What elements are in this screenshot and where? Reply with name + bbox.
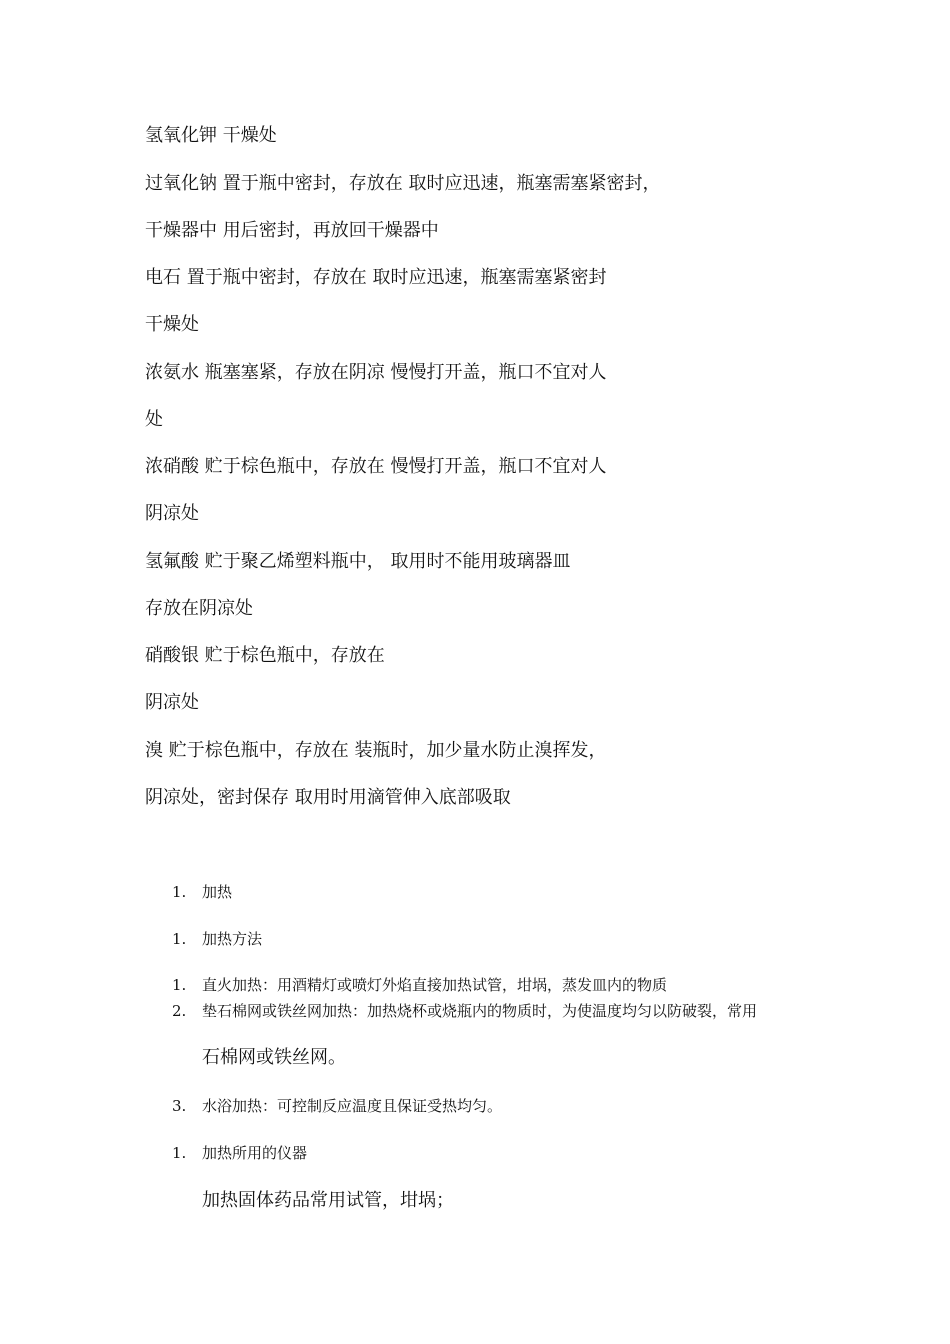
heading-heating-methods <box>172 929 262 949</box>
storage-line: 干燥处 <box>145 314 199 335</box>
storage-line: 浓硝酸 贮于棕色瓶中，存放在 慢慢打开盖，瓶口不宜对人 <box>145 456 607 477</box>
storage-line: 溴 贮于棕色瓶中，存放在 装瓶时，加少量水防止溴挥发， <box>145 740 607 761</box>
storage-line: 电石 置于瓶中密封，存放在 取时应迅速，瓶塞需塞紧密封 <box>145 267 607 288</box>
storage-line: 干燥器中 用后密封，再放回干燥器中 <box>145 220 439 241</box>
list-number: 1. <box>172 883 187 901</box>
list-item-gauze-heating <box>172 1001 757 1021</box>
list-number: 1. <box>172 1144 187 1162</box>
list-item-water-bath <box>172 1096 502 1116</box>
list-text: 加热 <box>202 883 233 901</box>
list-text: 水浴加热：可控制反应温度且保证受热均匀。 <box>202 1097 503 1115</box>
storage-line: 氢氟酸 贮于聚乙烯塑料瓶中， 取用时不能用玻璃器皿 <box>145 551 571 572</box>
storage-line: 过氧化钠 置于瓶中密封，存放在 取时应迅速，瓶塞需塞紧密封， <box>145 173 661 194</box>
storage-line: 处 <box>145 409 163 430</box>
list-number: 1. <box>172 976 187 994</box>
storage-line: 存放在阴凉处 <box>145 598 253 619</box>
list-item-direct-heating <box>172 975 667 995</box>
list-number: 2. <box>172 1002 187 1020</box>
list-item-continuation: 石棉网或铁丝网。 <box>202 1047 346 1068</box>
instruments-paragraph: 加热固体药品常用试管，坩埚； <box>202 1190 454 1211</box>
storage-line: 阴凉处 <box>145 692 199 713</box>
storage-line: 阴凉处，密封保存 取用时用滴管伸入底部吸取 <box>145 787 511 808</box>
storage-line: 阴凉处 <box>145 503 199 524</box>
heading-heating <box>172 882 232 902</box>
list-text: 加热所用的仪器 <box>202 1144 308 1162</box>
list-text: 垫石棉网或铁丝网加热：加热烧杯或烧瓶内的物质时，为使温度均匀以防破裂，常用 <box>202 1002 758 1020</box>
list-number: 1. <box>172 930 187 948</box>
storage-line: 硝酸银 贮于棕色瓶中，存放在 <box>145 645 385 666</box>
list-number: 3. <box>172 1097 187 1115</box>
list-text: 加热方法 <box>202 930 263 948</box>
storage-line: 氢氧化钾 干燥处 <box>145 125 277 146</box>
storage-line: 浓氨水 瓶塞塞紧，存放在阴凉 慢慢打开盖，瓶口不宜对人 <box>145 362 607 383</box>
heading-heating-instruments <box>172 1143 307 1163</box>
list-text: 直火加热：用酒精灯或喷灯外焰直接加热试管，坩埚，蒸发皿内的物质 <box>202 976 668 994</box>
